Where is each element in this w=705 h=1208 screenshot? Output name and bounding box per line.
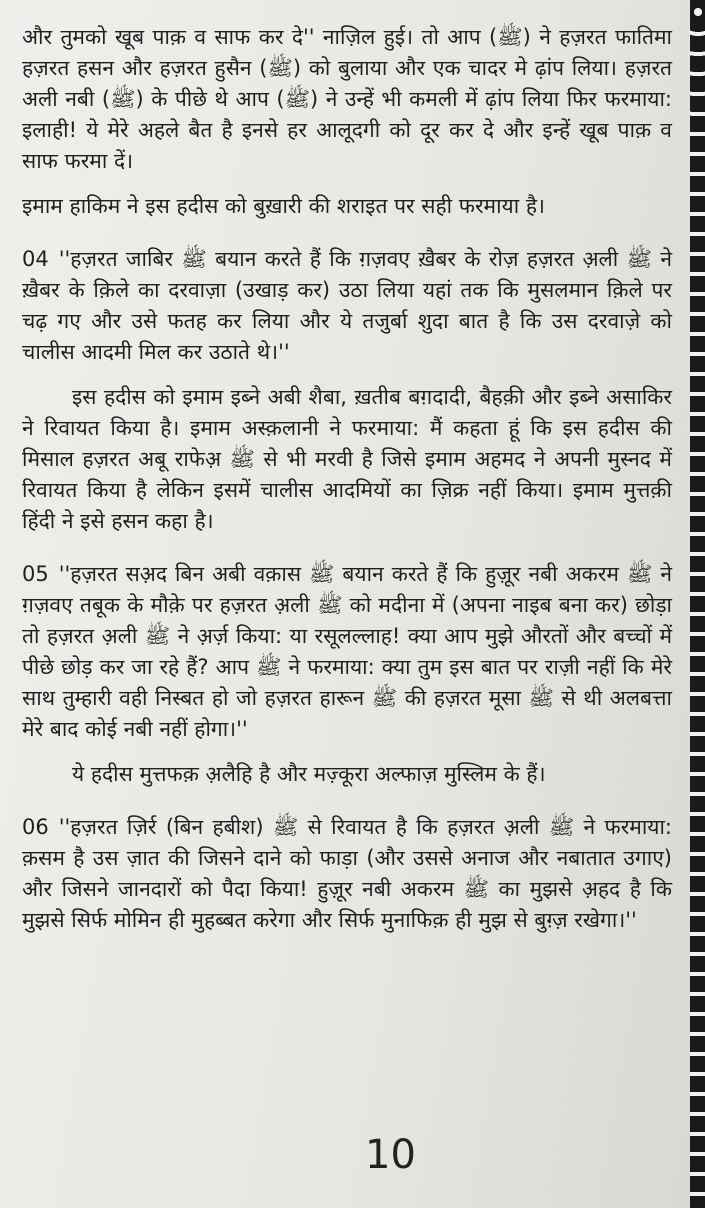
hadith-06-text: ''हज़रत ज़िर्र (बिन हबीश) ﷺ से रिवायत है कि हज़रत अ़ली ﷺ ने फरमाया: क़सम है उस ज़ात की जिसने दाने को फाड़ा (और उससे अनाज और नबातात उगाए) और जिसने जानदारों को पैदा किया! हुज़ूर नबी अकरम ﷺ का मुझसे अ़हद है कि मुझसे सिर्फ मोमिन ही मुहब्बत करेगा और सिर्फ मुनाफिक़ ही मुझ से बुग़्ज़ रखेगा।''	[22, 815, 672, 932]
hadith-number-06: 06	[22, 815, 49, 839]
paragraph-intro: और तुमको खूब पाक़ व साफ कर दे'' नाज़िल हुई। तो आप (ﷺ) ने हज़रत फातिमा हज़रत हसन और हज़रत हुसैन (ﷺ) को बुलाया और एक चादर मे ढ़ांप लिया। हज़रत अली नबी (ﷺ) के पीछे थे आप (ﷺ) ने उन्हें भी कमली में ढ़ांप लिया फिर फरमाया: इलाही! ये मेरे अहले बैत है इनसे हर आलूदगी को दूर कर दे और इन्हें खूब पाक़ व साफ फरमा दें।	[22, 25, 673, 173]
paragraph-hakim: इमाम हाकिम ने इस हदीस को बुख़ारी की शराइत पर सही फरमाया है।	[22, 194, 545, 218]
hadith-05	[22, 559, 672, 745]
hadith-04	[22, 244, 672, 368]
page-number: 10	[365, 1132, 416, 1178]
page-edge-background	[690, 0, 705, 1208]
hadith-04-text: ''हज़रत जाबिर ﷺ बयान करते हैं कि ग़ज़वए ख़ैबर के रोज़ हज़रत अ़ली ﷺ ने ख़ैबर के क़िले का दरवाज़ा (उखाड़ कर) उठा लिया यहां तक कि मुसलमान क़िले पर चढ़ गए और उसे फतह कर लिया और ये तजुर्बा शुदा बात है कि उस दरवाज़े को चालीस आदमी मिल कर उठाते थे।''	[22, 247, 672, 364]
hadith-05-text: ''हज़रत सअ़द बिन अबी वक़ास ﷺ बयान करते हैं कि हुज़ूर नबी अकरम ﷺ ने ग़ज़वए तबूक के मौक़े पर हज़रत अ़ली ﷺ को मदीना में (अपना नाइब बना कर) छोड़ा तो हज़रत अ़ली ﷺ ने अ़र्ज़ किया: या रसूलल्लाह! क्या आप मुझे औरतों और बच्चों में पीछे छोड़ कर जा रहे हैं? आप ﷺ ने फरमाया: क्या तुम इस बात पर राज़ी नहीं कि मेरे साथ तुम्हारी वही निस्बत हो जो हज़रत हारून ﷺ की हज़रत मूसा ﷺ से थी अलबत्ता मेरे बाद कोई नबी नहीं होगा।''	[22, 562, 673, 741]
hadith-06	[22, 812, 672, 936]
hadith-04-note: इस हदीस को इमाम इब्ने अबी शैबा, ख़तीब बग़दादी, बैहक़ी और इब्ने असाकिर ने रिवायत किया है। इमाम अस्क़लानी ने फरमाया: मैं कहता हूं कि इस हदीस की मिसाल हज़रत अबू राफेअ़ ﷺ से भी मरवी है जिसे इमाम अहमद ने अपनी मुस्नद में रिवायत किया है लेकिन इसमें चालीस आदमियों का ज़िक्र नहीं किया। इमाम मुत्तक़ी हिंदी ने इसे हसन कहा है।	[22, 385, 672, 533]
hadith-05-note: ये हदीस मुत्तफक़ अ़लैहि है और मज़्कूरा अल्फाज़ मुस्लिम के हैं।	[72, 762, 546, 786]
hadith-number-04: 04	[22, 247, 49, 271]
hadith-number-05: 05	[22, 562, 49, 586]
page-text	[22, 22, 672, 950]
